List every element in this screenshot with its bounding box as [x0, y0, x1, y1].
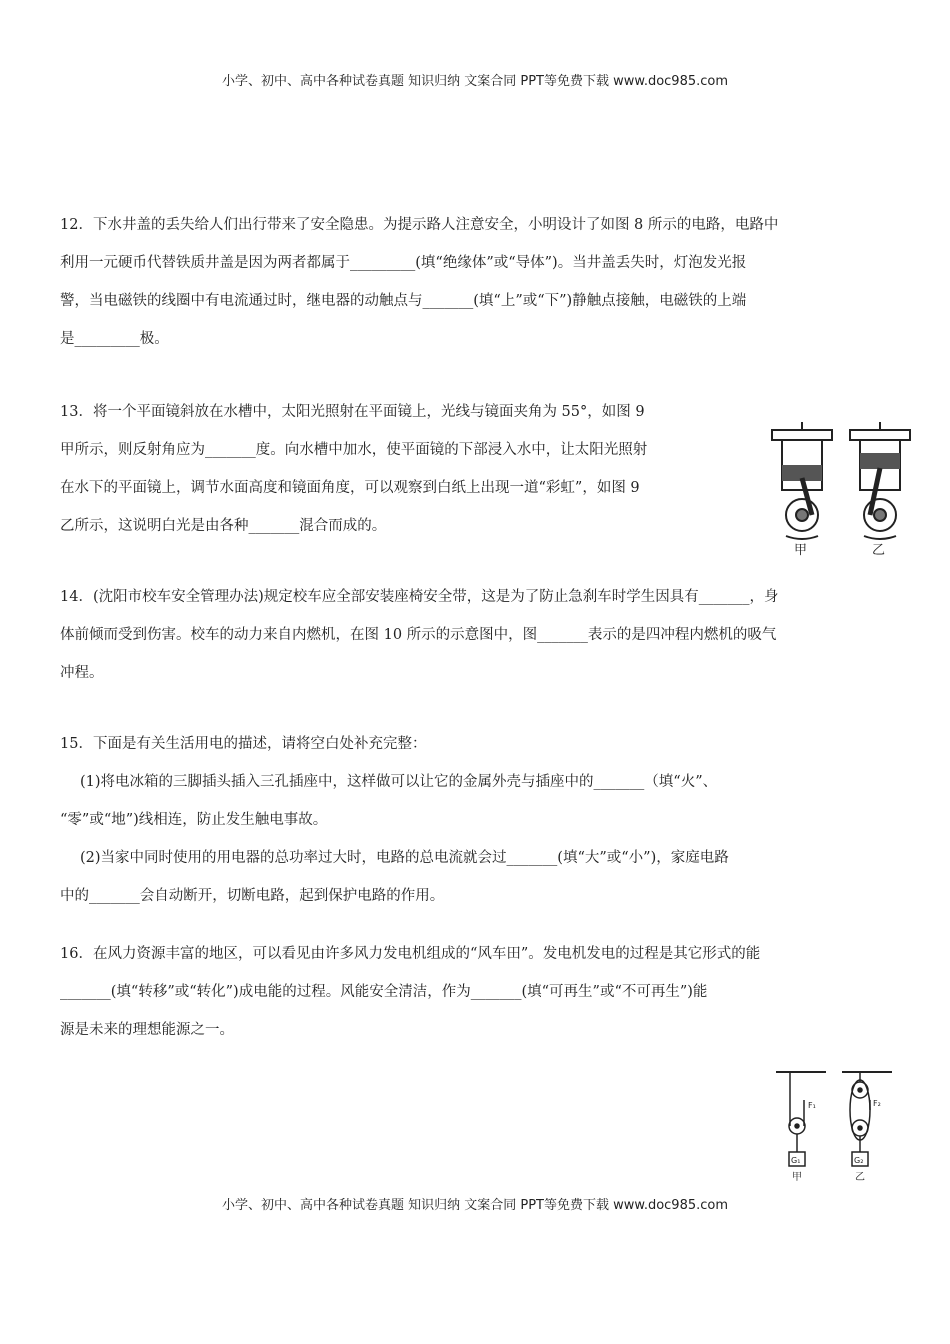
weight-label-left: G₁	[791, 1156, 801, 1165]
header-banner: 小学、初中、高中各种试卷真题 知识归纳 文案合同 PPT等免费下载 www.doc985.com	[221, 74, 729, 89]
question-line: 中的_______会自动断开，切断电路，起到保护电路的作用。	[60, 888, 445, 904]
question-line: 12．下水井盖的丢失给人们出行带来了安全隐患。为提示路人注意安全，小明设计了如图 8 所示的电路，电路中	[60, 217, 779, 233]
pulley-label-left: 甲	[792, 1172, 802, 1183]
question-15	[60, 725, 890, 915]
footer-banner: 小学、初中、高中各种试卷真题 知识归纳 文案合同 PPT等免费下载 www.doc985.com	[221, 1198, 729, 1213]
question-line: 是_________极。	[60, 331, 169, 347]
question-line: 冲程。	[60, 665, 104, 681]
engine-diagram	[768, 418, 918, 558]
question-line: (2)当家中同时使用的用电器的总功率过大时，电路的总电流就会过_______(填“大”或“小”)，家庭电路	[80, 850, 729, 866]
force-label-right: F₂	[873, 1099, 881, 1108]
question-line: 源是未来的理想能源之一。	[60, 1022, 234, 1038]
weight-label-right: G₂	[854, 1156, 864, 1165]
question-line: 警，当电磁铁的线圈中有电流通过时，继电器的动触点与_______(填“上”或“下”)静触点接触，电磁铁的上端	[60, 293, 747, 309]
question-line: “零”或“地”)线相连，防止发生触电事故。	[60, 812, 328, 828]
question-line: 16．在风力资源丰富的地区，可以看见由许多风力发电机组成的“风车田”。发电机发电的过程是其它形式的能	[60, 946, 761, 962]
engine-label-left: 甲	[794, 543, 808, 558]
question-line: 13．将一个平面镜斜放在水槽中，太阳光照射在平面镜上，光线与镜面夹角为 55°，如图 9	[60, 404, 645, 420]
question-line: 在水下的平面镜上，调节水面高度和镜面角度，可以观察到白纸上出现一道“彩虹”，如图 9	[60, 480, 640, 496]
engine-label-right: 乙	[872, 543, 886, 558]
question-line: 利用一元硬币代替铁质井盖是因为两者都属于_________(填“绝缘体”或“导体”)。当井盖丢失时，灯泡发光报	[60, 255, 747, 271]
question-16	[60, 935, 890, 1049]
question-line: 14．(沈阳市校车安全管理办法)规定校车应全部安装座椅安全带，这是为了防止急刹车时学生因具有_______，身	[60, 589, 779, 605]
pulley-label-right: 乙	[855, 1172, 865, 1183]
question-line: 体前倾而受到伤害。校车的动力来自内燃机，在图 10 所示的示意图中，图_______表示的是四冲程内燃机的吸气	[60, 627, 777, 643]
question-line: _______(填“转移”或“转化”)成电能的过程。风能安全清洁，作为_______(填“可再生”或“不可再生”)能	[60, 984, 708, 1000]
question-line: (1)将电冰箱的三脚插头插入三孔插座中，这样做可以让它的金属外壳与插座中的_______（填“火”、	[80, 774, 718, 790]
question-intro: 15．下面是有关生活用电的描述，请将空白处补充完整：	[60, 736, 427, 752]
question-line: 乙所示，这说明白光是由各种_______混合而成的。	[60, 518, 387, 534]
force-label-left: F₁	[808, 1101, 816, 1110]
pulley-diagram	[772, 1066, 902, 1186]
question-12	[60, 206, 890, 358]
question-13	[60, 393, 740, 545]
question-14	[60, 578, 890, 692]
question-line: 甲所示，则反射角应为_______度。向水槽中加水，使平面镜的下部浸入水中，让太阳光照射	[60, 442, 648, 458]
